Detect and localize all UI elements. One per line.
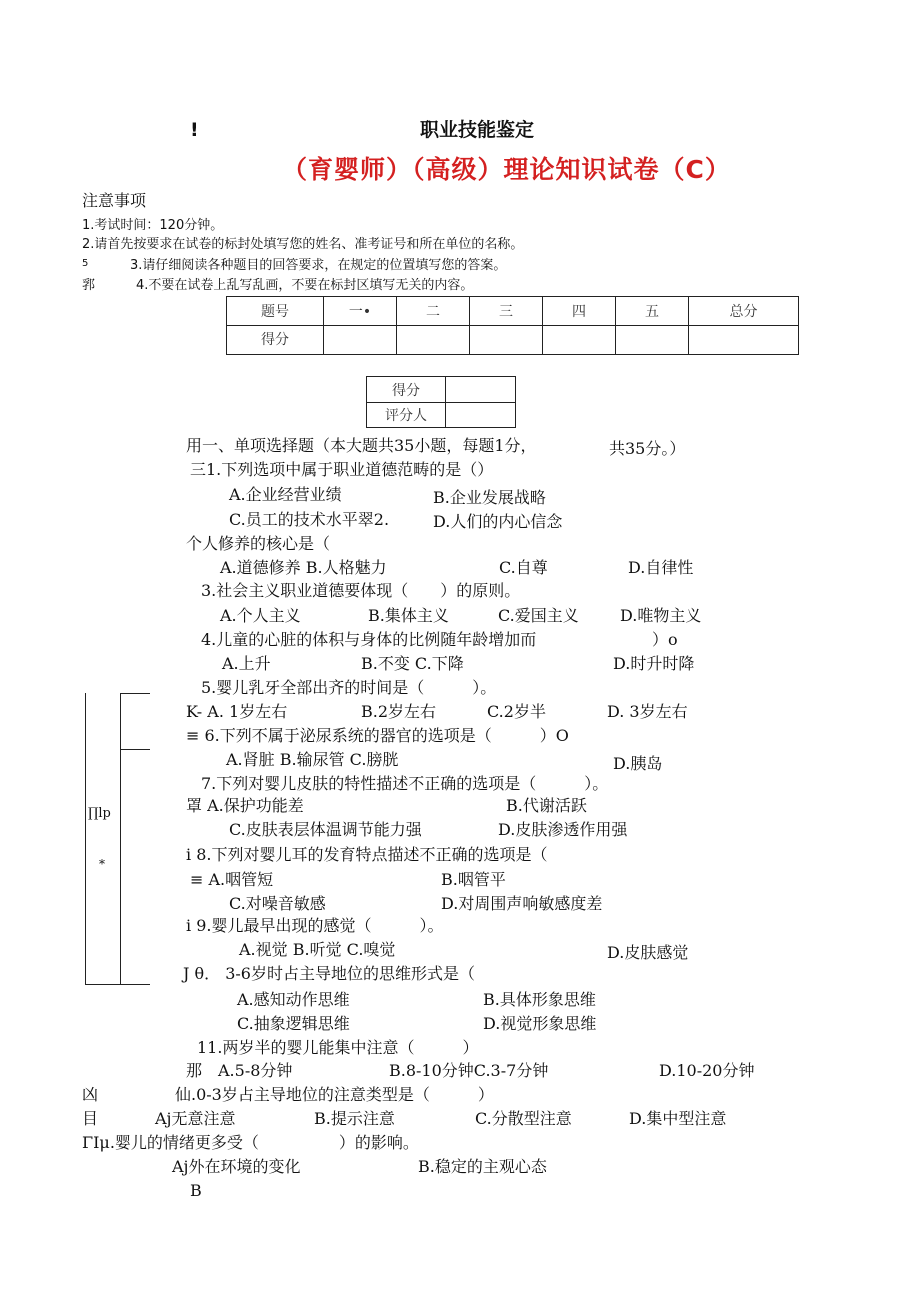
option: A.企业经营业绩 (229, 485, 342, 504)
score-cell[interactable] (324, 326, 397, 355)
notice-item: 1.考试时间：120分钟。 (82, 218, 224, 233)
score-table (226, 296, 799, 355)
option: B.稳定的主观心态 (418, 1157, 547, 1176)
option: D.时升时降 (613, 654, 695, 673)
question: J θ． 3-6岁时占主导地位的思维形式是（ (183, 964, 475, 983)
option: K- A. 1岁左右 (186, 702, 288, 721)
option: D.皮肤感觉 (607, 943, 689, 962)
grader-name-label: 评分人 (367, 403, 446, 428)
grader-name-cell[interactable] (446, 403, 516, 428)
question: 个人修养的核心是（ (186, 534, 331, 553)
option: D.集中型注意 (629, 1109, 727, 1128)
option: 那 A.5-8分钟 (186, 1061, 293, 1080)
question: 7.下列对婴儿皮肤的特性描述不正确的选项是（ ）。 (201, 774, 609, 793)
option: B.提示注意 (314, 1109, 395, 1128)
option: B.2岁左右 (361, 702, 437, 721)
grader-score-label: 得分 (367, 377, 446, 403)
option: D.对周围声响敏感度差 (441, 894, 603, 913)
option: B.代谢活跃 (506, 796, 587, 815)
option: B.企业发展战略 (433, 488, 546, 507)
binding-line (85, 984, 150, 985)
option: C.爱国主义 (498, 606, 579, 625)
option: A.肾脏 B.输尿管 C.膀胱 (226, 750, 399, 769)
option: C.分散型注意 (475, 1109, 572, 1128)
margin-mark: 凶 (82, 1085, 99, 1104)
binding-line (85, 693, 86, 985)
option: B.集体主义 (368, 606, 449, 625)
option: C.2岁半 (487, 702, 546, 721)
question-end: ）o (652, 630, 678, 649)
option: Aj外在环境的变化 (172, 1157, 301, 1176)
option: D.胰岛 (613, 754, 663, 773)
notice-item: 2.请首先按要求在试卷的标封处填写您的姓名、准考证号和所在单位的名称。 (82, 237, 524, 252)
side-mark: * (99, 857, 105, 871)
option: D. 3岁左右 (607, 702, 688, 721)
section-heading-end: 共35分。） (609, 439, 686, 458)
binding-line (120, 693, 121, 985)
option: ≡ A.咽管短 (190, 870, 274, 889)
score-cell[interactable] (616, 326, 689, 355)
binding-line (120, 749, 150, 750)
section-heading: 用一、单项选择题（本大题共35小题，每题1分， (186, 436, 537, 455)
question: 仙.0-3岁占主导地位的注意类型是（ ） (175, 1085, 494, 1104)
option: B (190, 1181, 202, 1200)
grader-score-cell[interactable] (446, 377, 516, 403)
option: B.8-10分钟C.3-7分钟 (389, 1061, 549, 1080)
question: i 8.下列对婴儿耳的发育特点描述不正确的选项是（ (186, 845, 548, 864)
option: C.对噪音敏感 (229, 894, 326, 913)
score-header: 二 (397, 297, 470, 326)
question: i 9.婴儿最早出现的感觉（ ）。 (186, 916, 444, 935)
option: C.皮肤表层体温调节能力强 (229, 820, 422, 839)
score-header: 四 (543, 297, 616, 326)
score-cell[interactable] (470, 326, 543, 355)
score-cell[interactable] (543, 326, 616, 355)
exam-subtitle: （育婴师）（高级）理论知识试卷（C） (282, 155, 731, 184)
option: D.10-20分钟 (659, 1061, 755, 1080)
margin-mark: 目 (82, 1109, 99, 1128)
option: C.自尊 (499, 558, 548, 577)
question: 3.社会主义职业道德要体现（ ）的原则。 (201, 581, 521, 600)
exam-title: 职业技能鉴定 (420, 119, 535, 141)
option: B.咽管平 (441, 870, 506, 889)
option: D.唯物主义 (620, 606, 702, 625)
score-header: 总分 (689, 297, 799, 326)
question: 三1.下列选项中属于职业道德范畴的是（） (190, 460, 494, 479)
option: D.人们的内心信念 (433, 512, 563, 531)
option: A.上升 (222, 654, 271, 673)
question: ΓΙμ.婴儿的情绪更多受（ ）的影响。 (82, 1133, 419, 1152)
score-header: 五 (616, 297, 689, 326)
option: D.皮肤渗透作用强 (498, 820, 628, 839)
score-cell[interactable] (689, 326, 799, 355)
score-row-label: 得分 (227, 326, 324, 355)
binding-line (120, 693, 150, 694)
option: B.具体形象思维 (483, 990, 596, 1009)
option: D.视觉形象思维 (483, 1014, 597, 1033)
option: A.个人主义 (220, 606, 301, 625)
notice-item: 3.请仔细阅读各种题目的回答要求，在规定的位置填写您的答案。 (130, 258, 507, 273)
notice-heading: 注意事项 (82, 191, 147, 210)
option: B.不变 C.下降 (361, 654, 464, 673)
score-header: 三 (470, 297, 543, 326)
option: C.员工的技术水平翠2. (229, 510, 390, 529)
margin-mark: 郛 (82, 278, 96, 293)
option: A.道德修养 B.人格魅力 (220, 558, 387, 577)
option: C.抽象逻辑思维 (237, 1014, 350, 1033)
option: A.视觉 B.听觉 C.嗅觉 (239, 940, 396, 959)
question: 11.两岁半的婴儿能集中注意（ ） (197, 1038, 479, 1057)
option: A.感知动作思维 (237, 990, 350, 1009)
option: 罩 A.保护功能差 (186, 796, 304, 815)
margin-mark: 5 (82, 258, 89, 269)
side-mark: ∏lp (88, 806, 111, 821)
option: Aj无意注意 (155, 1109, 236, 1128)
score-cell[interactable] (397, 326, 470, 355)
option: D.自律性 (628, 558, 694, 577)
header-mark: ! (190, 119, 199, 141)
question: ≡ 6.下列不属于泌尿系统的器官的选项是（ ）O (186, 726, 569, 745)
grader-table (366, 376, 516, 428)
score-header: 题号 (227, 297, 324, 326)
question: 4.儿童的心脏的体积与身体的比例随年龄增加而 (201, 630, 537, 649)
notice-item: 4.不要在试卷上乱写乱画，不要在标封区填写无关的内容。 (136, 278, 474, 293)
question: 5.婴儿乳牙全部出齐的时间是（ ）。 (201, 678, 497, 697)
score-header: 一• (324, 297, 397, 326)
